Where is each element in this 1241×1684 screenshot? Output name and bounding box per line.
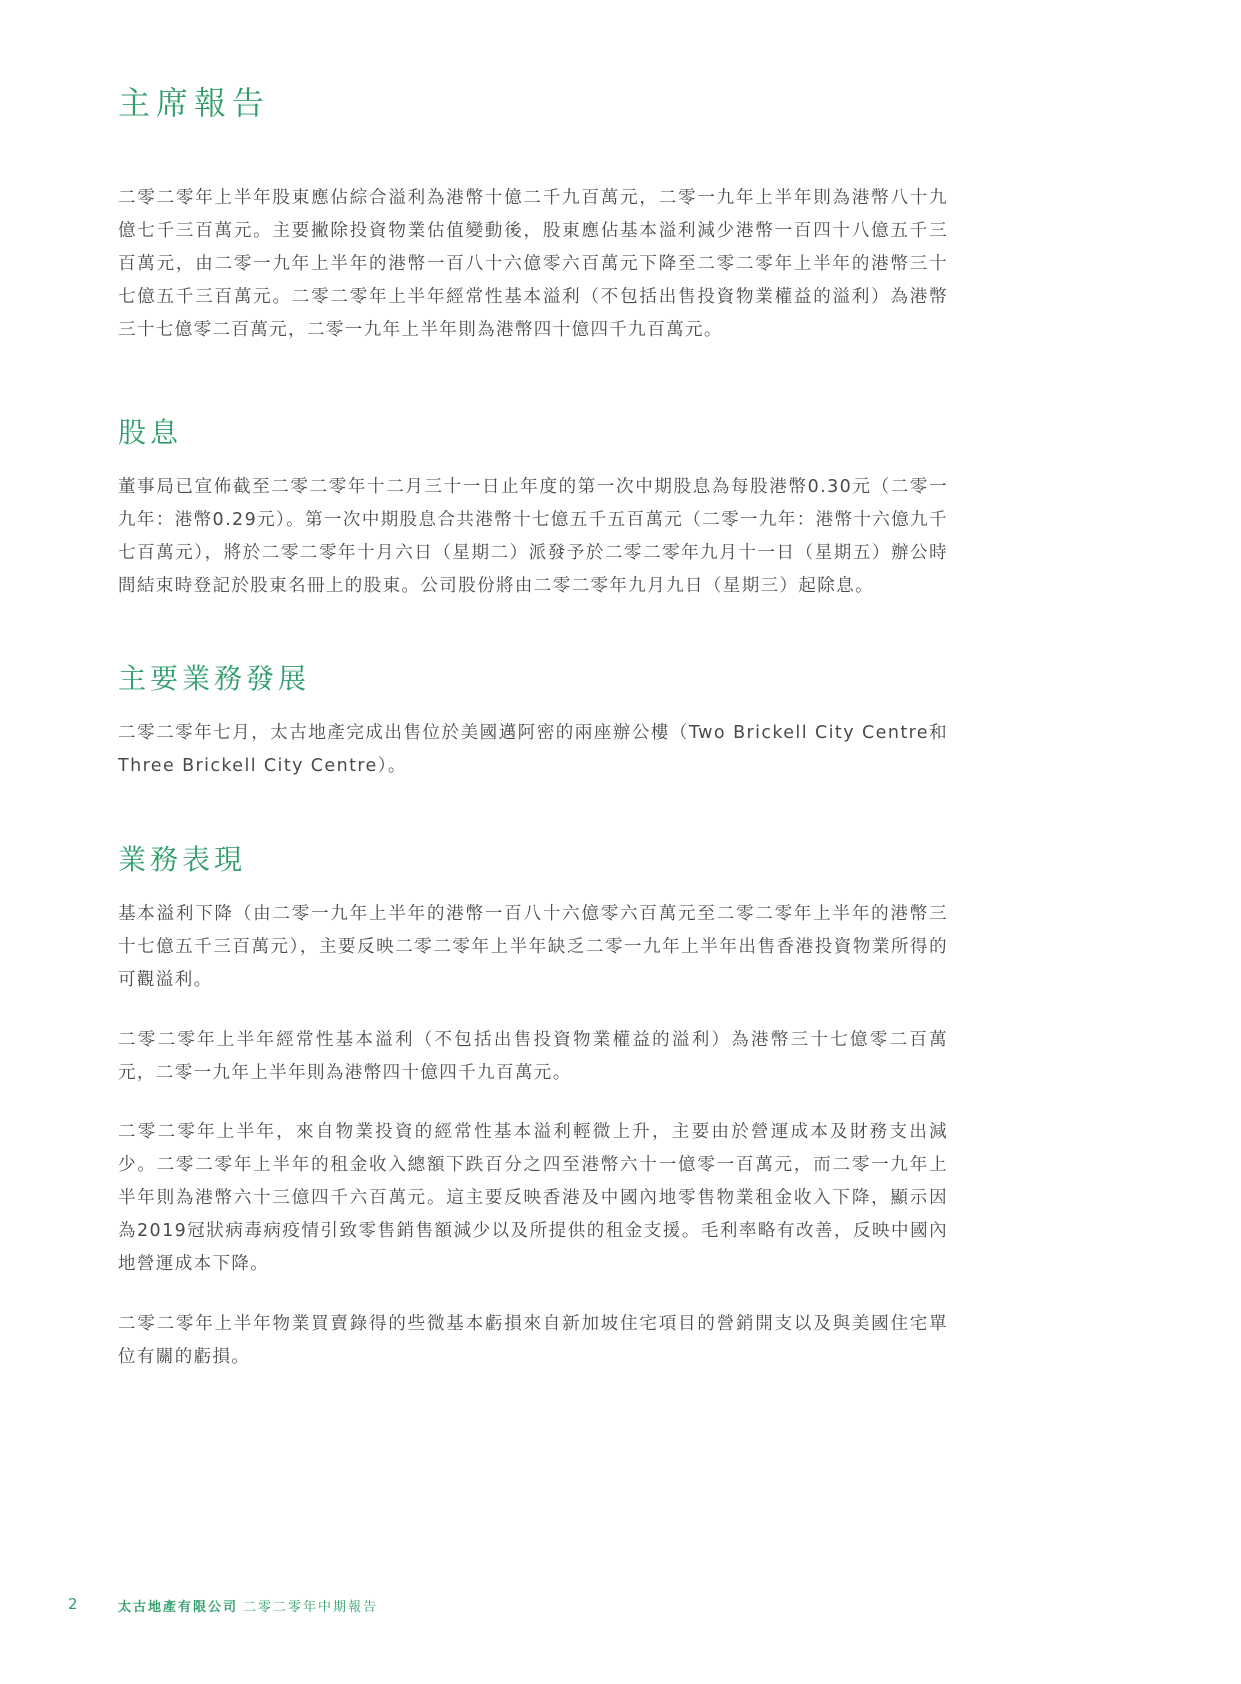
- performance-paragraph-4: 二零二零年上半年物業買賣錄得的些微基本虧損來自新加坡住宅項目的營銷開支以及與美國住宅單位有關的虧損。: [118, 1314, 948, 1367]
- dividends-heading: 股息: [118, 416, 183, 449]
- footer-company-name: 太古地產有限公司: [118, 1600, 239, 1615]
- dividends-paragraph: 董事局已宣佈截至二零二零年十二月三十一日止年度的第一次中期股息為每股港幣0.30元（二零一九年：港幣0.29元）。第一次中期股息合共港幣十七億五千五百萬元（二零一九年：港幣十六億九千七百萬元），將於二零二零年十月六日（星期二）派發予於二零二零年九月十一日（星期五）辦公時間結束時登記於股東名冊上的股東。公司股份將由二零二零年九月九日（星期三）起除息。: [118, 477, 948, 596]
- performance-paragraph-3: 二零二零年上半年，來自物業投資的經常性基本溢利輕微上升，主要由於營運成本及財務支出減少。二零二零年上半年的租金收入總額下跌百分之四至港幣六十一億零一百萬元，而二零一九年上半年則為港幣六十三億四千六百萬元。這主要反映香港及中國內地零售物業租金收入下降，顯示因為2019冠狀病毒病疫情引致零售銷售額減少以及所提供的租金支援。毛利率略有改善，反映中國內地營運成本下降。: [118, 1122, 948, 1274]
- page-footer: [0, 1595, 1241, 1617]
- performance-heading: 業務表現: [118, 843, 247, 876]
- developments-heading: 主要業務發展: [118, 662, 311, 695]
- footer-report-title: 二零二零年中期報告: [243, 1600, 379, 1615]
- performance-paragraph-1: 基本溢利下降（由二零一九年上半年的港幣一百八十六億零六百萬元至二零二零年上半年的港幣三十七億五千三百萬元），主要反映二零二零年上半年缺乏二零一九年上半年出售香港投資物業所得的可觀溢利。: [118, 904, 948, 990]
- intro-paragraph: 二零二零年上半年股東應佔綜合溢利為港幣十億二千九百萬元，二零一九年上半年則為港幣八十九億七千三百萬元。主要撇除投資物業估值變動後，股東應佔基本溢利減少港幣一百四十八億五千三百萬元，由二零一九年上半年的港幣一百八十六億零六百萬元下降至二零二零年上半年的港幣三十七億五千三百萬元。二零二零年上半年經常性基本溢利（不包括出售投資物業權益的溢利）為港幣三十七億零二百萬元，二零一九年上半年則為港幣四十億四千九百萬元。: [118, 188, 948, 340]
- page-number: 2: [68, 1595, 78, 1613]
- performance-paragraph-2: 二零二零年上半年經常性基本溢利（不包括出售投資物業權益的溢利）為港幣三十七億零二百萬元，二零一九年上半年則為港幣四十億四千九百萬元。: [118, 1030, 948, 1083]
- page-title: 主席報告: [118, 84, 271, 122]
- developments-paragraph: 二零二零年七月，太古地產完成出售位於美國邁阿密的兩座辦公樓（Two Brickell City Centre和Three Brickell City Centre）。: [118, 723, 948, 776]
